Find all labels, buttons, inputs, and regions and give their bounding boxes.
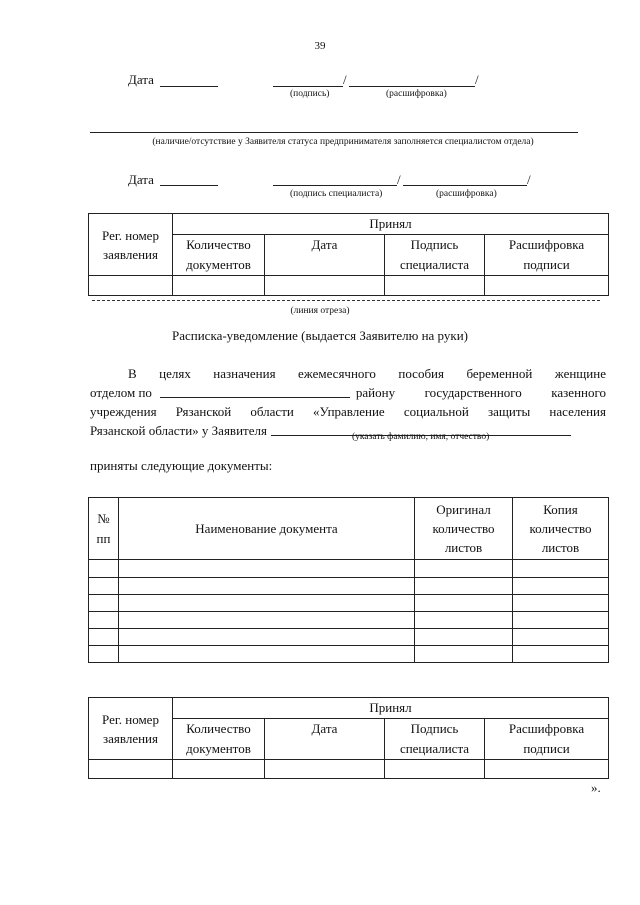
date-label: Дата — [128, 72, 154, 87]
col-original-sheets: Оригинал количество листов — [415, 498, 513, 560]
closing-quote: ». — [591, 780, 601, 795]
col-doc-count: Количество документов — [173, 719, 265, 760]
accepted-header: Принял — [173, 214, 609, 235]
table-cell[interactable] — [513, 560, 609, 578]
col-document-name: Наименование документа — [119, 498, 415, 560]
table-cell[interactable] — [89, 560, 119, 578]
paragraph-line — [90, 383, 606, 402]
accepted-header: Принял — [173, 698, 609, 719]
table-cell[interactable] — [415, 612, 513, 629]
applicant-name-caption: (указать фамилию, имя, отчество) — [352, 432, 490, 442]
table-cell[interactable] — [173, 760, 265, 779]
status-note: (наличие/отсутствие у Заявителя статуса предпринимателя заполняется специалистом отдела) — [152, 137, 534, 147]
page-number: 39 — [314, 40, 326, 52]
signature-line[interactable] — [273, 86, 343, 87]
date-label: Дата — [128, 172, 154, 187]
paragraph-text: отделом по — [90, 385, 152, 400]
decoding-caption: (расшифровка) — [386, 89, 447, 99]
separator: / — [527, 172, 531, 187]
table-cell[interactable] — [385, 276, 485, 296]
table-cell[interactable] — [173, 276, 265, 296]
table-cell[interactable] — [513, 612, 609, 629]
table-cell[interactable] — [485, 276, 609, 296]
table-cell[interactable] — [119, 646, 415, 663]
col-date: Дата — [265, 719, 385, 760]
separator: / — [397, 172, 401, 187]
table-cell[interactable] — [119, 578, 415, 595]
documents-table — [88, 497, 609, 663]
reg-number-header: Рег. номер заявления — [89, 698, 173, 760]
status-line[interactable] — [90, 132, 578, 133]
table-cell[interactable] — [119, 560, 415, 578]
table-cell[interactable] — [89, 612, 119, 629]
reg-number-header: Рег. номер заявления — [89, 214, 173, 276]
acceptance-table — [88, 697, 609, 779]
separator: / — [475, 72, 479, 87]
table-cell[interactable] — [415, 578, 513, 595]
table-cell[interactable] — [89, 629, 119, 646]
table-cell[interactable] — [485, 760, 609, 779]
col-signature-decoding: Расшифровка подписи — [485, 719, 609, 760]
table-cell[interactable] — [89, 276, 173, 296]
table-cell[interactable] — [89, 595, 119, 612]
district-field[interactable] — [160, 387, 350, 398]
table-cell[interactable] — [119, 629, 415, 646]
cut-line — [92, 300, 600, 301]
date-line[interactable] — [160, 185, 218, 186]
table-cell[interactable] — [513, 595, 609, 612]
table-cell[interactable] — [415, 595, 513, 612]
paragraph-line: В целях назначения ежемесячного пособия беременной женщине — [128, 366, 606, 381]
paragraph-line — [90, 421, 606, 440]
table-cell[interactable] — [119, 612, 415, 629]
table-cell[interactable] — [513, 629, 609, 646]
col-copy-sheets: Копия количество листов — [513, 498, 609, 560]
paragraph-text: району государственного казенного — [355, 385, 606, 400]
table-cell[interactable] — [119, 595, 415, 612]
specialist-signature-caption: (подпись специалиста) — [290, 189, 383, 199]
table-cell[interactable] — [89, 578, 119, 595]
col-specialist-signature: Подпись специалиста — [385, 719, 485, 760]
paragraph-text: Рязанской области» у Заявителя — [90, 423, 267, 438]
accepted-docs-label: приняты следующие документы: — [90, 458, 273, 473]
table-cell[interactable] — [415, 629, 513, 646]
decoding-line[interactable] — [349, 86, 475, 87]
signature-caption: (подпись) — [290, 89, 330, 99]
separator: / — [343, 72, 347, 87]
table-cell[interactable] — [89, 646, 119, 663]
col-number: № пп — [89, 498, 119, 560]
receipt-title: Расписка-уведомление (выдается Заявителю на руки) — [172, 328, 468, 343]
table-cell[interactable] — [385, 760, 485, 779]
specialist-signature-line[interactable] — [273, 185, 397, 186]
acceptance-table — [88, 213, 609, 296]
receipt-paragraph — [90, 364, 606, 440]
table-cell[interactable] — [415, 646, 513, 663]
col-date: Дата — [265, 235, 385, 276]
decoding-line[interactable] — [403, 185, 527, 186]
date-line[interactable] — [160, 86, 218, 87]
table-cell[interactable] — [513, 646, 609, 663]
col-specialist-signature: Подпись специалиста — [385, 235, 485, 276]
col-doc-count: Количество документов — [173, 235, 265, 276]
cut-line-label: (линия отреза) — [290, 306, 350, 316]
table-cell[interactable] — [89, 760, 173, 779]
col-signature-decoding: Расшифровка подписи — [485, 235, 609, 276]
decoding-caption: (расшифровка) — [436, 189, 497, 199]
table-cell[interactable] — [265, 760, 385, 779]
paragraph-line: учреждения Рязанской области «Управление социальной защиты населения — [90, 404, 606, 419]
table-cell[interactable] — [265, 276, 385, 296]
table-cell[interactable] — [415, 560, 513, 578]
table-cell[interactable] — [513, 578, 609, 595]
